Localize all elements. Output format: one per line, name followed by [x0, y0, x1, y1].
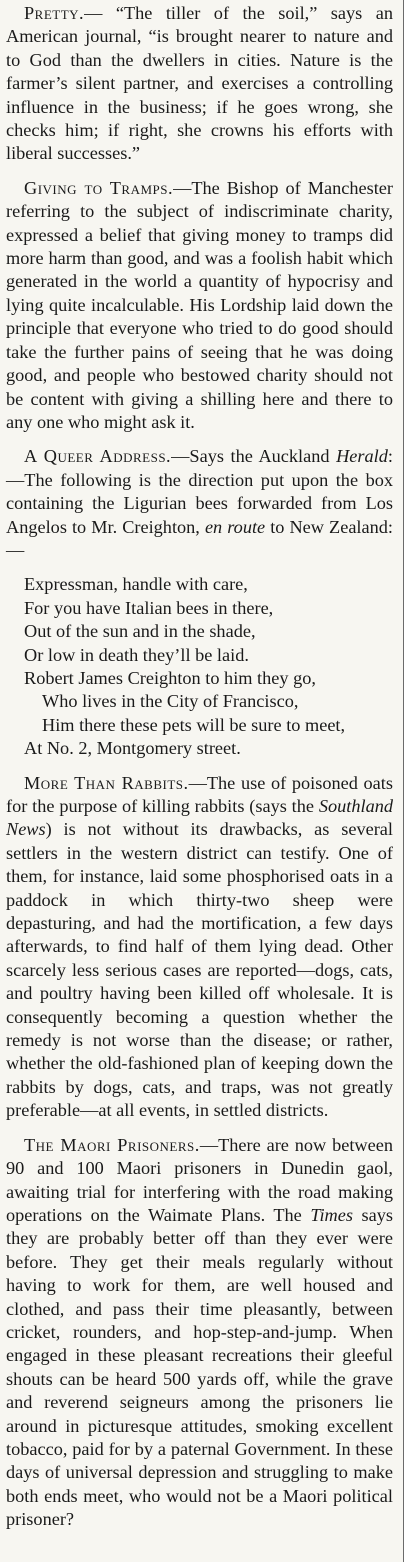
- article-body-part: —The use of poisoned oats for the purpose of killing rabbits (says the: [6, 772, 393, 816]
- verse-line: Him there these pets will be sure to meet,: [42, 714, 346, 735]
- article-body-part: —There are now between 90 and 100 Maori prisoners in Dunedin gaol, awaiting trial for interfering with the road making operations on the Waimate Plans. The: [6, 1134, 393, 1225]
- article-maori-prisoners: [6, 1134, 393, 1532]
- article-heading: More Than Rabbits.: [24, 772, 189, 793]
- article-body: — “The tiller of the soil,” says an American journal, “is brought nearer to nature and to God than the dwellers in cities. Nature is the farmer’s silent partner, and exercises a controlling influence in the business; if he goes wrong, she checks him; if right, she crowns his efforts with liberal successes.”: [6, 3, 393, 164]
- article-body-part: :—The following is the direction put upon the box containing the Ligurian bees forwarded from Los Angelos to Mr. Creighton,: [6, 446, 393, 537]
- article-queer-address: [6, 445, 393, 562]
- article-heading: The Maori Prisoners.: [24, 1134, 200, 1155]
- article-body: —The Bishop of Manchester referring to the subject of indiscriminate charity, expressed a belief that giving money to tramps did more harm than good, and was a foolish habit which generated in the world a quantity of hypocrisy and lying quite incalculable. His Lordship laid down the principle that everyone who tried to do good should take the further pains of seeing that he was doing good, and people who bestowed charity should not be content with giving a shilling here and there to any one who might ask it.: [6, 177, 393, 432]
- verse-line: Out of the sun and in the shade,: [24, 621, 256, 642]
- verse-line: Robert James Creighton to him they go,: [24, 667, 316, 688]
- article-heading: Pretty.: [24, 3, 85, 23]
- verse-line: Or low in death they’ll be laid.: [24, 644, 249, 665]
- newspaper-title: Times: [310, 1204, 353, 1225]
- article-heading: Giving to Tramps.: [24, 177, 174, 198]
- article-body-part: says they are probably better off than they ever were before. They get their meals regularly without having to work for them, are well housed and clothed, and pass their time pleasantly, between cricket, rounders, and hop-step-and-jump. When engaged in these pleasant recreations their gleeful shouts can be heard 500 yards off, while the grave and reverend seigneurs among the prisoners lie around in picturesque attitudes, smoking excellent tobacco, paid for by a paternal Government. In these days of universal depression and struggling to make both ends meet, who would not be a Maori political prisoner?: [6, 1204, 393, 1530]
- italic-phrase: en route: [204, 516, 266, 537]
- verse-block: [6, 573, 393, 760]
- newspaper-title: Southland News: [6, 796, 393, 840]
- newspaper-title: Herald: [336, 446, 388, 467]
- article-giving-to-tramps: [6, 177, 393, 434]
- article-pretty: [6, 2, 393, 166]
- article-body-part: —Says the Auckland: [171, 446, 337, 467]
- article-body-part: ) is not without its drawbacks, as several settlers in the western district can testify. One of them, for instance, laid some phosphorised oats in a paddock in which thirty-two sheep were depasturing, and had the mortification, a few days afterwards, to find half of them lying dead. Other scarcely less serious cases are reported—dogs, cats, and poultry having been killed off wholesale. It is consequently becoming a question whether the remedy is not worse than the disease; or rather, whether the old-fashioned plan of keeping down the rabbits by dogs, cats, and traps, was not greatly preferable—at all events, in settled districts.: [6, 819, 393, 1121]
- verse-line: At No. 2, Montgomery street.: [24, 738, 241, 759]
- article-more-than-rabbits: [6, 772, 393, 1123]
- verse-line: Who lives in the City of Francisco,: [42, 691, 299, 712]
- verse-line: For you have Italian bees in there,: [24, 597, 274, 618]
- verse-line: Expressman, handle with care,: [24, 574, 248, 595]
- article-body-part: to New Zealand:—: [6, 516, 393, 560]
- article-heading: A Queer Address.: [24, 446, 172, 467]
